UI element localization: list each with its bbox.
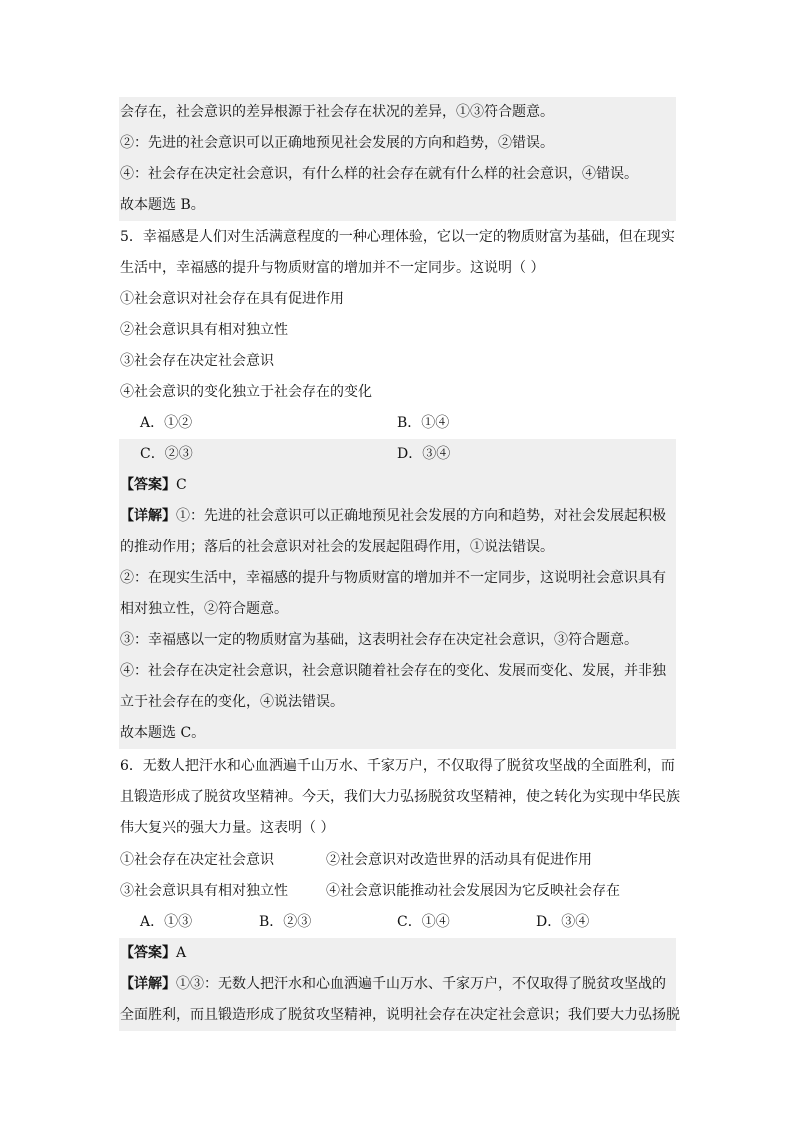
q5-answer-line <box>119 470 676 501</box>
q5-statement-1: ①社会意识对社会存在具有促进作用 <box>120 291 344 307</box>
q5-detail-line-7: 立于社会存在的变化，④说法错误。 <box>119 687 676 718</box>
q6-statement-4: ④社会意识能推动社会发展因为它反映社会存在 <box>326 883 620 899</box>
q5-detail-line-4: 相对独立性，②符合题意。 <box>119 594 676 625</box>
q5-statement-2: ②社会意识具有相对独立性 <box>120 322 288 338</box>
q5-detail-line-1 <box>119 501 676 532</box>
q5-stem-line-2: 生活中，幸福感的提升与物质财富的增加并不一定同步。这说明（ ） <box>120 260 545 276</box>
q6-option-d: D．③④ <box>536 914 590 930</box>
q6-option-b: B．②③ <box>259 914 312 930</box>
q5-option-b: B．①④ <box>397 415 450 431</box>
q6-answer: A <box>176 945 187 961</box>
q5-option-a: A．①② <box>140 415 193 431</box>
q5-detail-tag: 【详解】 <box>120 508 176 524</box>
q5-answer-tag: 【答案】 <box>120 477 176 493</box>
q6-option-c: C．①④ <box>397 914 450 930</box>
q6-answer-line <box>119 938 676 969</box>
q5-option-c: C．②③ <box>140 446 193 462</box>
q5-statement-3: ③社会存在决定社会意识 <box>120 353 274 369</box>
q5-answer: C <box>176 477 187 493</box>
q6-stem-line-2: 且锻造形成了脱贫攻坚精神。今天，我们大力弘扬脱贫攻坚精神，使之转化为实现中华民族 <box>120 789 680 805</box>
q5-detail-line-5: ③：幸福感以一定的物质财富为基础，这表明社会存在决定社会意识，③符合题意。 <box>119 625 676 656</box>
q6-statement-2: ②社会意识对改造世界的活动具有促进作用 <box>326 852 592 868</box>
q6-statement-3: ③社会意识具有相对独立性 <box>120 883 288 899</box>
q5-option-d: D．③④ <box>397 446 451 462</box>
q6-statement-1: ①社会存在决定社会意识 <box>120 852 274 868</box>
q6-detail-text-1: ①③：无数人把汗水和心血洒遍千山万水、千家万户，不仅取得了脱贫攻坚战的 <box>176 976 666 992</box>
prev-conclusion: 故本题选 B。 <box>119 190 676 221</box>
q6-answer-tag: 【答案】 <box>120 945 176 961</box>
q5-conclusion: 故本题选 C。 <box>119 718 676 749</box>
prev-explanation-line-3: ④：社会存在决定社会意识，有什么样的社会存在就有什么样的社会意识，④错误。 <box>119 159 676 190</box>
q5-stem-line-1: 5．幸福感是人们对生活满意程度的一种心理体验，它以一定的物质财富为基础，但在现实 <box>120 229 675 245</box>
q6-option-a: A．①③ <box>140 914 193 930</box>
q5-options-row-2 <box>119 439 676 470</box>
q5-detail-line-2: 的推动作用；落后的社会意识对社会的发展起阻碍作用，①说法错误。 <box>119 532 676 563</box>
q6-detail-line-1 <box>119 969 676 1000</box>
q5-detail-line-3: ②：在现实生活中，幸福感的提升与物质财富的增加并不一定同步，这说明社会意识具有 <box>119 563 676 594</box>
prev-explanation-line-2: ②：先进的社会意识可以正确地预见社会发展的方向和趋势，②错误。 <box>119 128 676 159</box>
prev-explanation-line-1: 会存在，社会意识的差异根源于社会存在状况的差异，①③符合题意。 <box>119 97 676 128</box>
q6-stem-line-1: 6．无数人把汗水和心血洒遍千山万水、千家万户，不仅取得了脱贫攻坚战的全面胜利，而 <box>120 758 675 774</box>
q5-detail-line-6: ④：社会存在决定社会意识，社会意识随着社会存在的变化、发展而变化、发展，并非独 <box>119 656 676 687</box>
q6-stem-line-3: 伟大复兴的强大力量。这表明（ ） <box>120 820 335 836</box>
q5-detail-text-1: ①：先进的社会意识可以正确地预见社会发展的方向和趋势，对社会发展起积极 <box>176 508 666 524</box>
q5-statement-4: ④社会意识的变化独立于社会存在的变化 <box>120 384 372 400</box>
q6-detail-line-2: 全面胜利，而且锻造形成了脱贫攻坚精神，说明社会存在决定社会意识；我们要大力弘扬脱 <box>119 1000 676 1031</box>
q6-detail-tag: 【详解】 <box>120 976 176 992</box>
